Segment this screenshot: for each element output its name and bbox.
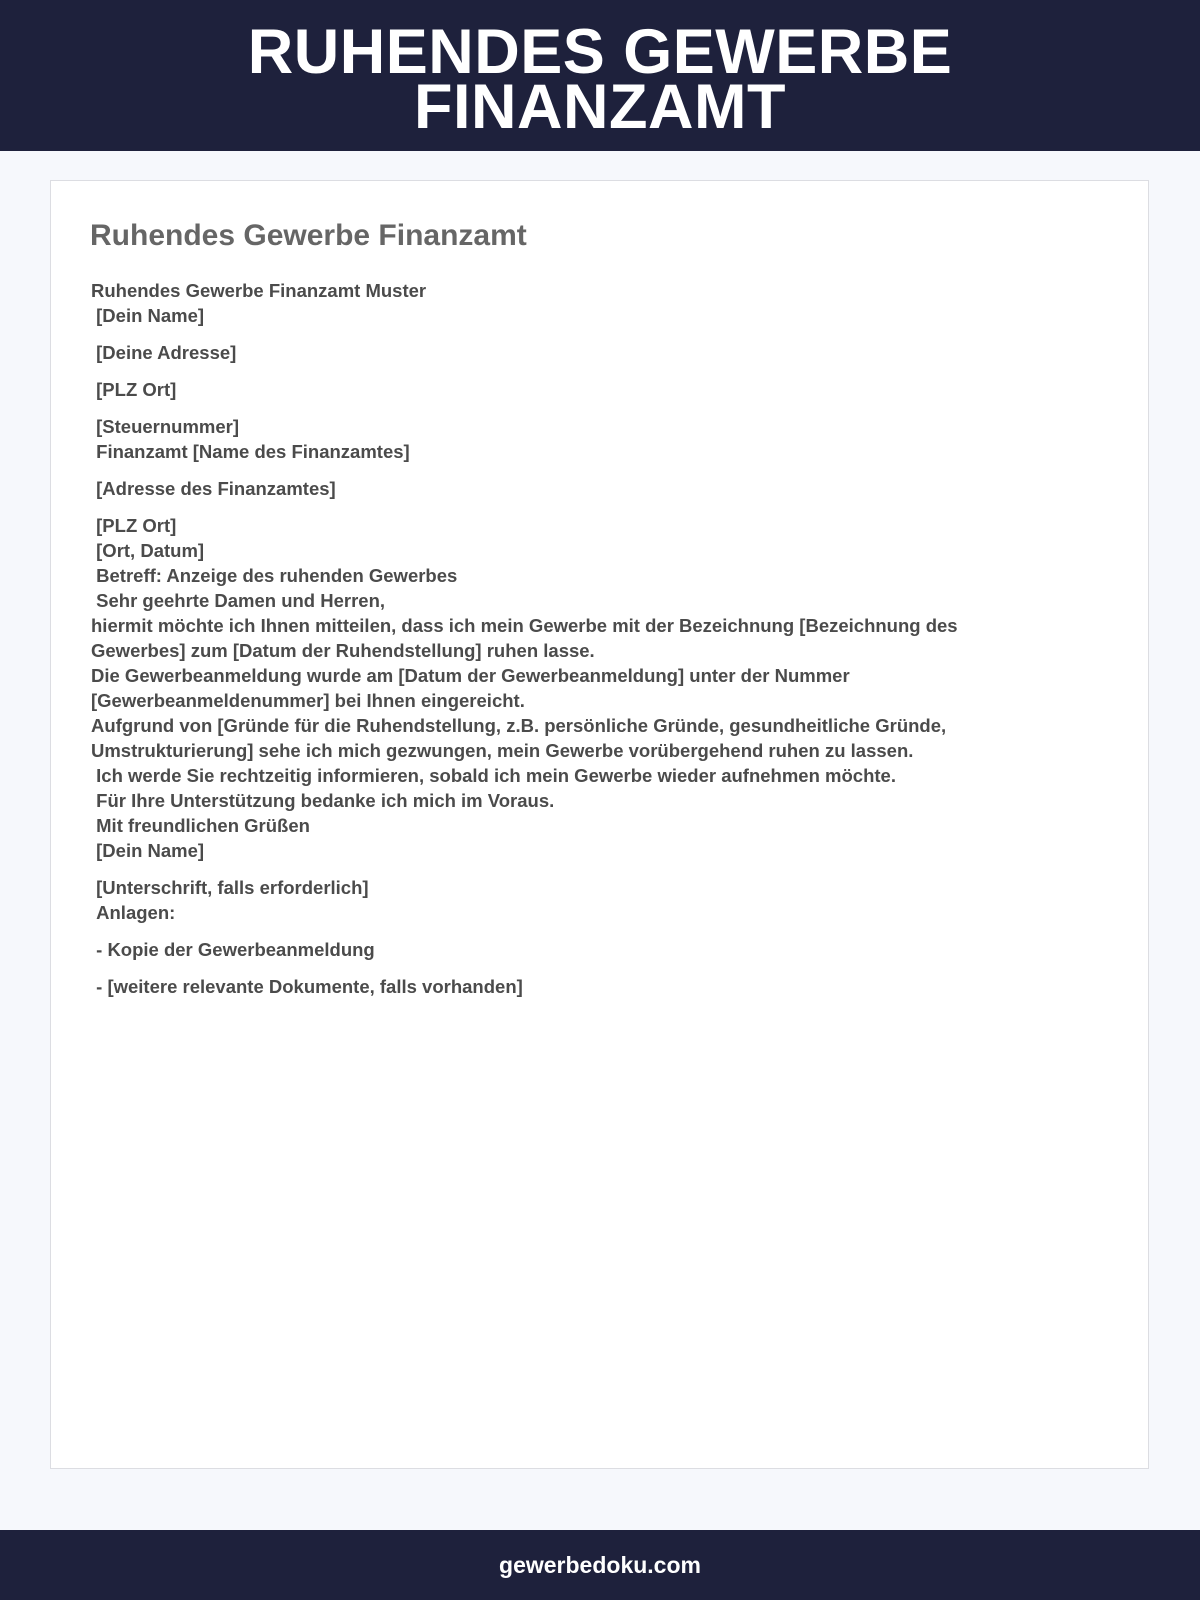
letter-line: [Adresse des Finanzamtes] [91,478,336,499]
letter-line: - [weitere relevante Dokumente, falls vorhanden] [91,976,523,997]
letter-line: [PLZ Ort] [91,515,177,536]
letter-line: Ich werde Sie rechtzeitig informieren, sobald ich mein Gewerbe wieder aufnehmen möchte. [91,765,896,786]
page-header [0,0,1200,151]
page-footer [0,1530,1200,1600]
letter-body [91,278,1031,999]
letter-line: [Steuernummer] [91,416,240,437]
letter-line: Für Ihre Unterstützung bedanke ich mich im Voraus. [91,790,555,811]
page-banner-title [0,0,1200,142]
letter-line: Betreff: Anzeige des ruhenden Gewerbes [91,565,458,586]
letter-paragraph: Die Gewerbeanmeldung wurde am [Datum der Gewerbeanmeldung] unter der Nummer [Gewerbeanmeldenummer] bei Ihnen eingereicht. [91,665,855,711]
letter-line: [Dein Name] [91,840,205,861]
banner-title-line2: FINANZAMT [414,72,786,142]
letter-line: [Dein Name] [91,305,205,326]
document-heading: Ruhendes Gewerbe Finanzamt [90,219,527,252]
letter-line: Finanzamt [Name des Finanzamtes] [91,441,410,462]
letter-line: Ruhendes Gewerbe Finanzamt Muster [91,280,427,301]
letter-line: [PLZ Ort] [91,379,177,400]
letter-paragraph: Aufgrund von [Gründe für die Ruhendstellung, z.B. persönliche Gründe, gesundheitliche Gründe, Umstrukturierung] sehe ich mich gezwungen, mein Gewerbe vorübergehend ruhen zu lassen. [91,715,952,761]
letter-line: [Unterschrift, falls erforderlich] [91,877,369,898]
letter-line: [Deine Adresse] [91,342,237,363]
letter-line: Sehr geehrte Damen und Herren, [91,590,386,611]
letter-line: Mit freundlichen Grüßen [91,815,310,836]
banner-title-line1: RUHENDES GEWERBE [247,17,953,87]
letter-line: [Ort, Datum] [91,540,205,561]
footer-site-link[interactable]: gewerbedoku.com [499,1552,701,1578]
letter-line: - Kopie der Gewerbeanmeldung [91,939,375,960]
letter-paragraph: hiermit möchte ich Ihnen mitteilen, dass ich mein Gewerbe mit der Bezeichnung [Bezeichnung des Gewerbes] zum [Datum der Ruhendstellung] ruhen lasse. [91,615,963,661]
letter-line: Anlagen: [91,902,176,923]
document-card [50,180,1149,1469]
